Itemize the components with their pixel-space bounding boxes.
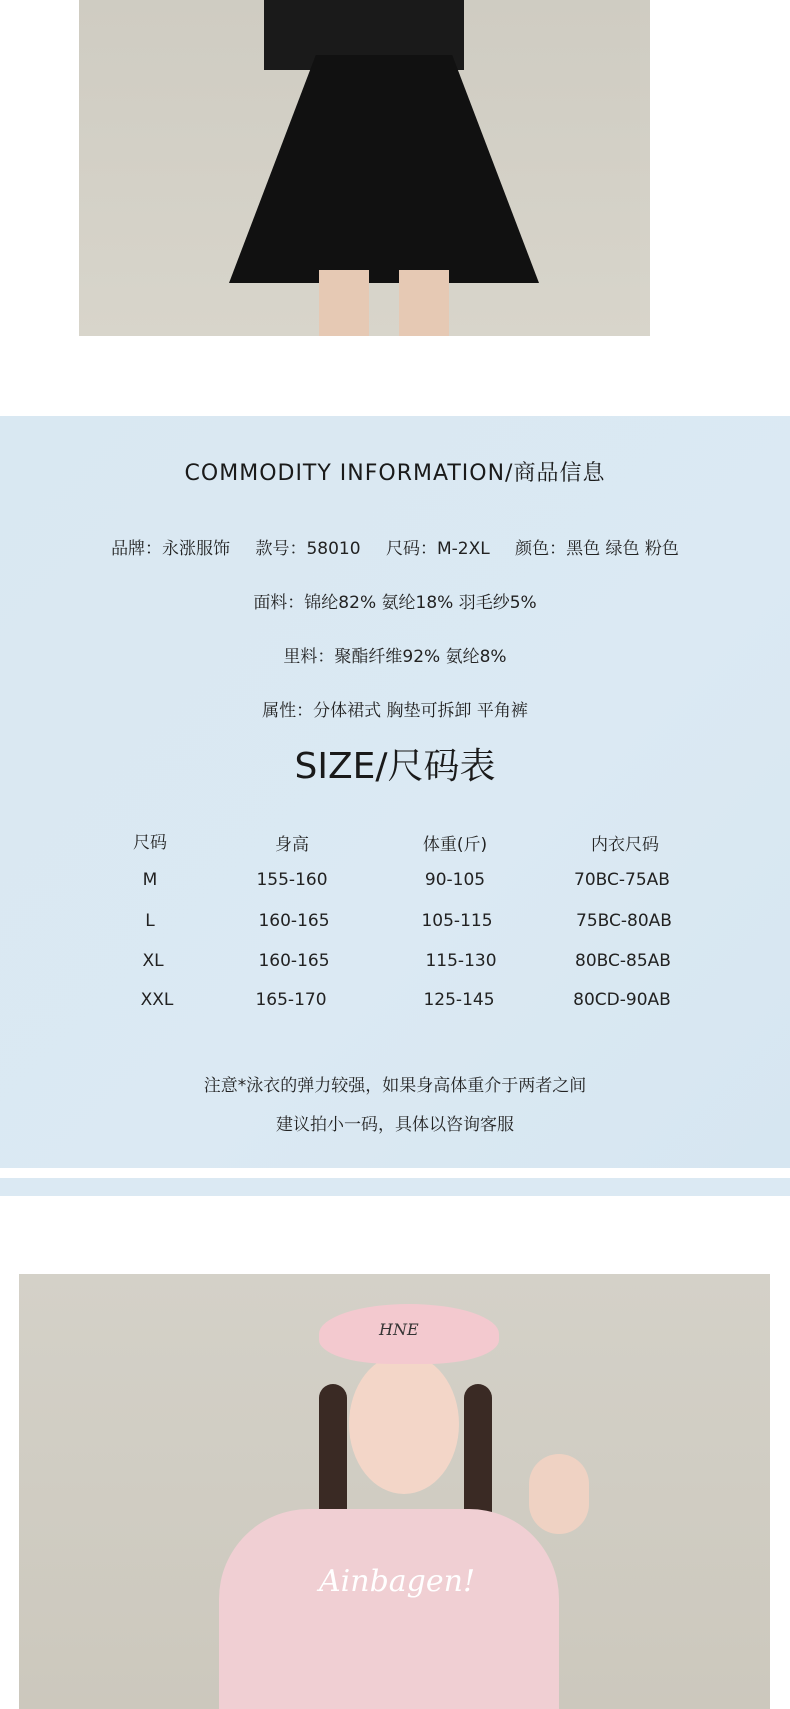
- info-title: COMMODITY INFORMATION/商品信息: [184, 461, 606, 486]
- note-line-1: 注意*泳衣的弹力较强，如果身高体重介于两者之间: [203, 1076, 587, 1096]
- spec-size: 尺码：M-2XL: [385, 539, 490, 559]
- model-face: [349, 1354, 459, 1494]
- spec-brand: 品牌：永涨服饰: [111, 539, 231, 559]
- black-skirt: [229, 55, 539, 295]
- leg-left: [319, 270, 369, 336]
- size-row-xl-size: XL: [142, 951, 164, 971]
- size-row-l-size: L: [145, 911, 155, 931]
- size-row-l-bra: 75BC-80AB: [576, 911, 672, 931]
- size-row-m-weight: 90-105: [424, 870, 486, 890]
- model-hand: [529, 1454, 589, 1534]
- size-header-size: 尺码: [133, 833, 167, 853]
- size-row-m-height: 155-160: [256, 870, 328, 890]
- attributes-line: 属性：分体裙式 胸垫可拆卸 平角裤: [262, 701, 528, 721]
- spec-line: [0, 534, 790, 559]
- note-line-2: 建议拍小一码，具体以咨询客服: [276, 1115, 514, 1135]
- commodity-info-panel: [0, 416, 790, 1168]
- lining-line: 里料：聚酯纤维92% 氨纶8%: [283, 647, 507, 667]
- size-row-xl-height: 160-165: [258, 951, 330, 971]
- leg-right: [399, 270, 449, 336]
- spec-model: 款号：58010: [255, 539, 361, 559]
- size-title: SIZE/尺码表: [294, 746, 496, 787]
- size-row-m-size: M: [142, 870, 158, 890]
- size-row-xxl-height: 165-170: [255, 990, 327, 1010]
- divider-strip: [0, 1178, 790, 1196]
- product-photo-model: [19, 1274, 770, 1709]
- size-row-m-bra: 70BC-75AB: [574, 870, 670, 890]
- size-row-xxl-weight: 125-145: [423, 990, 495, 1010]
- pink-shirt: [219, 1509, 559, 1709]
- spec-color: 颜色：黑色 绿色 粉色: [515, 539, 679, 559]
- size-row-l-height: 160-165: [258, 911, 330, 931]
- size-row-xl-weight: 115-130: [425, 951, 497, 971]
- size-header-weight: 体重(斤): [422, 835, 488, 855]
- size-header-bra: 内衣尺码: [591, 835, 659, 855]
- product-photo-skirt: [79, 0, 650, 336]
- size-row-xxl-bra: 80CD-90AB: [573, 990, 671, 1010]
- size-row-l-weight: 105-115: [421, 911, 493, 931]
- size-row-xl-bra: 80BC-85AB: [575, 951, 671, 971]
- size-row-xxl-size: XXL: [140, 990, 174, 1010]
- shirt-print: Ainbagen!: [319, 1564, 476, 1599]
- size-header-height: 身高: [275, 835, 309, 855]
- visor-logo: HNE: [379, 1320, 419, 1339]
- fabric-line: 面料：锦纶82% 氨纶18% 羽毛纱5%: [253, 593, 537, 613]
